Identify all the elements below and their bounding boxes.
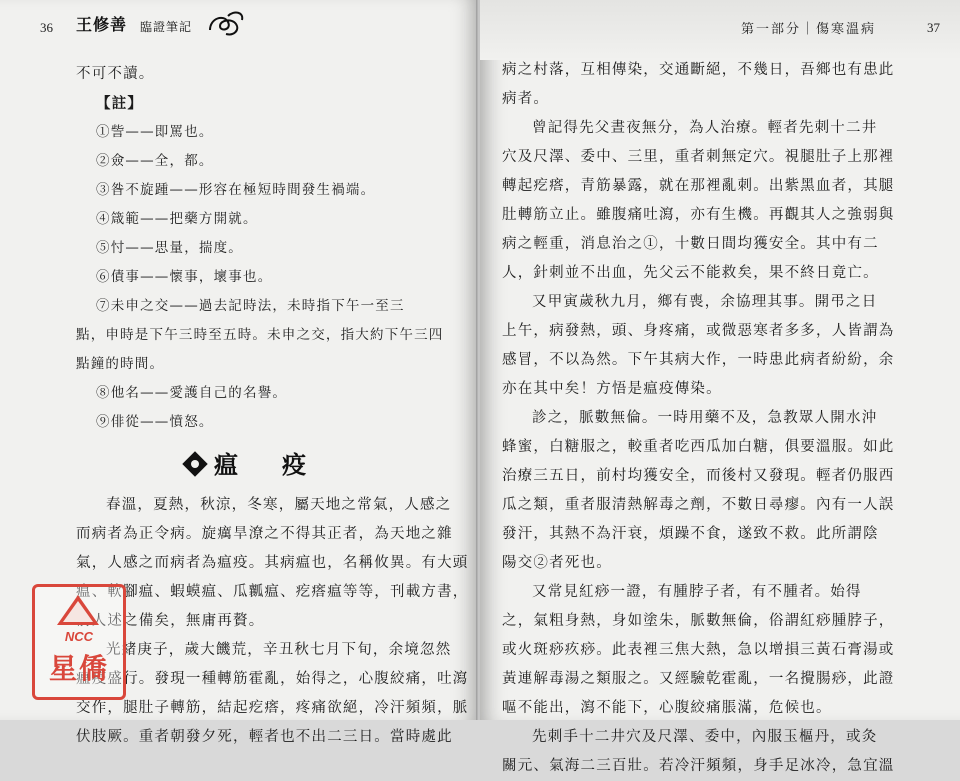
note-line: ⑧他名——愛護自己的名譽。 — [96, 385, 288, 401]
body-line: 黃連解毒湯之類服之。又經驗乾霍亂，一名攪腸痧，此證 — [502, 671, 895, 687]
note-line: ①訾——即罵也。 — [96, 124, 214, 140]
body-line: 診之，脈數無倫。一時用藥不及，急教眾人開水沖 — [532, 410, 878, 426]
body-line: 亦在其中矣！方悟是瘟疫傳染。 — [502, 381, 722, 397]
body-line: 病者。 — [502, 91, 550, 107]
body-line: 人，針刺並不出血，先父云不能救矣，果不終日竟亡。 — [502, 265, 879, 281]
body-line: 曾記得先父晝夜無分，為人治療。輕者先刺十二井 — [532, 120, 878, 136]
book-subtitle: 臨證筆記 — [140, 20, 193, 34]
section-label: 第一部分｜傷寒溫病 — [740, 22, 876, 37]
left-page-text — [76, 60, 469, 752]
watermark-ncc: NCC — [64, 629, 94, 644]
left-page — [0, 0, 478, 745]
body-line: 伏肢厥。重者朝發夕死，輕者也不出二三日。當時處此 — [76, 729, 453, 745]
left-page-header — [40, 8, 458, 42]
note-line: ⑤忖——思量，揣度。 — [96, 240, 243, 256]
note-line: ⑨俳從——憤怒。 — [96, 414, 214, 430]
section-heading — [76, 437, 426, 491]
body-line: 治療三五日，前村均獲安全，而後村又發現。輕者仍服西 — [502, 468, 895, 484]
note-line: ⑦未申之交——過去記時法，未時指下午一至三 — [96, 298, 405, 314]
note-line: 點，申時是下午三時至五時。未申之交，指大約下午三四 — [76, 327, 444, 343]
watermark-name: 星僑 — [48, 652, 109, 685]
body-line: 又常見紅痧一證，有腫脖子者，有不腫者。始得 — [532, 584, 862, 600]
body-line: 瓜之類，重者服清熱解毒之劑，不數日尋瘳。內有一人誤 — [502, 497, 895, 513]
body-line: 前人述之備矣，無庸再贅。 — [76, 613, 265, 629]
text-line: 不可不讀。 — [76, 66, 155, 82]
body-line: 瘟疫盛行。發現一種轉筋霍亂，始得之，心腹絞痛，吐瀉 — [76, 671, 469, 687]
note-line: ⑥債事——懷事，壞事也。 — [96, 269, 273, 285]
body-line: 先刺手十二井穴及尺澤、委中，內服玉樞丹，或灸 — [532, 729, 878, 745]
body-line: 又甲寅歲秋九月，鄉有喪，余協理其事。開弔之日 — [532, 294, 878, 310]
body-line: 病之村落，互相傳染，交通斷絕，不幾日，吾鄉也有患此 — [502, 62, 895, 78]
body-line: 陽交②者死也。 — [502, 555, 612, 571]
body-line: 穴及尺澤、委中、三里，重者刺無定穴。視腿肚子上那裡 — [502, 149, 895, 165]
body-line: 光緒庚子，歲大饑荒，辛丑秋七月下旬，余境忽然 — [106, 642, 452, 658]
body-line: 上午，病發熱，頭、身疼痛，或微惡寒者多多，人皆謂為 — [502, 323, 895, 339]
body-line: 嘔不能出，瀉不能下，心腹絞痛脹滿，危候也。 — [502, 700, 832, 716]
roof-icon — [57, 595, 99, 625]
body-line: 交作，腿肚子轉筋，結起疙瘩，疼痛欲絕，冷汗頻頻，脈 — [76, 700, 469, 716]
body-line: 瘟、軟腳瘟、蝦蟆瘟、瓜瓤瘟、疙瘩瘟等等，刊載方書， — [76, 584, 469, 600]
right-page-text — [502, 56, 912, 781]
body-line: 之，氣粗身熱，身如塗朱，脈數無倫，俗謂紅痧腫脖子， — [502, 613, 895, 629]
note-line: ④箴範——把藥方開就。 — [96, 211, 258, 227]
body-line: 感冒，不以為然。下午其病大作，一時患此病者紛紛，余 — [502, 352, 895, 368]
note-line: ②僉——全，都。 — [96, 153, 214, 169]
body-line: 關元、氣海二三百壯。若冷汗頻頻，身手足冰冷，急宜溫 — [502, 758, 895, 774]
body-line: 肚轉筋立止。雖腹痛吐瀉，亦有生機。再觀其人之強弱與 — [502, 207, 895, 223]
left-page-number: 36 — [40, 20, 53, 35]
right-page-header — [500, 8, 940, 42]
note-line: ③昝不旋踵——形容在極短時間發生禍端。 — [96, 182, 376, 198]
cloud-ornament-icon — [206, 8, 246, 38]
body-line: 發汗，其熱不為汗衰，煩躁不食，遂致不救。此所謂陰 — [502, 526, 879, 542]
right-page-number: 37 — [927, 20, 940, 35]
note-line: 點鐘的時間。 — [76, 356, 165, 372]
body-line: 轉起疙瘩，青筋暴露，就在那裡亂刺。出紫黑血者，其腿 — [502, 178, 895, 194]
body-line: 或火斑痧疚痧。此表裡三焦大熱，急以增損三黃石膏湯或 — [502, 642, 895, 658]
diamond-bullet-icon — [182, 451, 207, 476]
body-line: 春溫，夏熱，秋涼，冬寒，屬天地之常氣，人感之 — [106, 497, 452, 513]
notes-heading: 【註】 — [96, 95, 144, 112]
ncc-watermark-stamp — [32, 584, 126, 700]
section-heading-text: 瘟 疫 — [214, 449, 316, 479]
body-line: 而病者為正令病。旋癘旱潦之不得其正者，為天地之雜 — [76, 526, 453, 542]
body-line: 蜂蜜，白糖服之，較重者吃西瓜加白糖，俱要溫服。如此 — [502, 439, 895, 455]
body-line: 病之輕重，消息治之①，十數日間均獲安全。其中有二 — [502, 236, 879, 252]
right-page — [480, 0, 960, 774]
book-title: 王修善 — [76, 15, 128, 34]
body-line: 氣，人感之而病者為瘟疫。其病瘟也，名稱攸異。有大頭 — [76, 555, 469, 571]
